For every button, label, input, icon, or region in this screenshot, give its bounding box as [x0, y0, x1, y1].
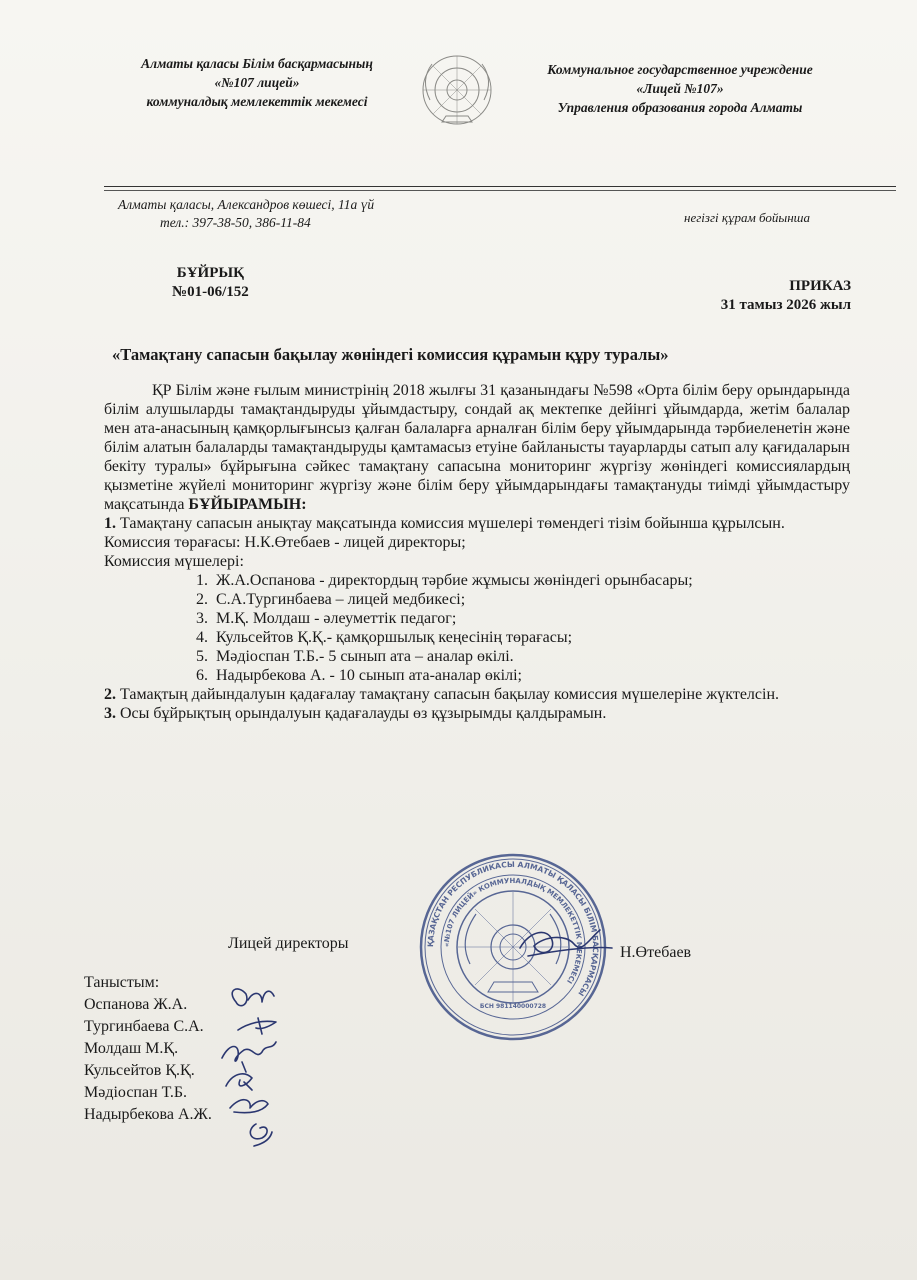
- signature-ospanova: [232, 989, 274, 1006]
- state-emblem-icon: [412, 50, 502, 130]
- stamp-bin: БСН 981140000728: [479, 1003, 547, 1010]
- signature-madiospan: [230, 1100, 268, 1113]
- order-label-kz: БҰЙРЫҚ: [176, 265, 244, 281]
- members-list: [104, 571, 850, 685]
- address-line: Алматы қаласы, Александров көшесі, 11а үй: [118, 197, 375, 212]
- signatory-title: Лицей директоры: [228, 935, 349, 952]
- header-divider: [104, 186, 896, 187]
- header-right-line3: Управления образования города Алматы: [557, 100, 803, 115]
- stamp-outer-text: ҚАЗАҚСТАН РЕСПУБЛИКАСЫ АЛМАТЫ ҚАЛАСЫ БІЛІМ БАСҚАРМАСЫ: [425, 859, 601, 998]
- item-1-number: 1.: [104, 515, 116, 532]
- member-number: 3.: [196, 610, 208, 627]
- acknowledged-name: Молдаш М.Қ.: [84, 1040, 179, 1057]
- member-number: 4.: [196, 629, 208, 646]
- document-title: «Тамақтану сапасын бақылау жөніндегі комиссия құрамын құру туралы»: [112, 345, 669, 364]
- order-date: 31 тамыз 2026 жыл: [720, 297, 851, 313]
- member-number: 1.: [196, 572, 208, 589]
- order-label-ru: ПРИКАЗ: [789, 278, 851, 294]
- item-2-number: 2.: [104, 686, 116, 703]
- item-2: [104, 685, 850, 704]
- list-item: [104, 609, 850, 628]
- header-right-line2: «Лицей №107»: [636, 81, 724, 96]
- commission-chair: Комиссия төрағасы: Н.К.Өтебаев - лицей директоры;: [104, 534, 466, 551]
- preamble-text: ҚР Білім және ғылым министрінің 2018 жылғы 31 қазанындағы №598 «Орта білім беру орындарында білім алушыларды тамақтандыруды ұйымдастыру, сондай ақ мектепке дейінгі ұйымдарда, жетім балалар мен ата-анасының қамқорлығынсыз қалған балаларға арналған білім беру ұйымдарында тәрбиеленетін және білім алатын балаларды тамақтандыруды қамтамасыз етуіне байланысты тауарларды сатып алу қағидаларын бекіту туралы» бұйрығына сәйкес тамақтану сапасына мониторинг жүргізу жөніндегі комиссиялардың қызметіне жүйелі мониторинг жүргізу және білім беру ұйымдарындағы тамақтануды тиімді ұйымдастыру мақсатында: [104, 382, 850, 513]
- header-divider-thin: [104, 190, 896, 191]
- acknowledged-name: Кульсейтов Қ.Қ.: [84, 1062, 195, 1079]
- item-3: [104, 704, 850, 723]
- order-number: №01-06/152: [172, 284, 249, 300]
- item-3-number: 3.: [104, 705, 116, 722]
- order-heading-kz: [172, 264, 249, 302]
- acknowledged-name: Оспанова Ж.А.: [84, 996, 188, 1013]
- signatory-name: Н.Өтебаев: [620, 944, 692, 961]
- item-1-text: Тамақтану сапасын анықтау мақсатында комиссия мүшелері төмендегі тізім бойынша құрылсын.: [120, 515, 785, 532]
- acknowledged-name: Надырбекова А.Ж.: [84, 1106, 212, 1123]
- member-text: Кульсейтов Қ.Қ.- қамқоршылық кеңесінің төрағасы;: [216, 629, 573, 646]
- list-item: [104, 628, 850, 647]
- members-label: Комиссия мүшелері:: [104, 553, 244, 570]
- member-text: Ж.А.Оспанова - директордың тәрбие жұмысы жөніндегі орынбасары;: [216, 572, 693, 589]
- header-left-kazakh: [112, 54, 402, 111]
- phone-line: тел.: 397-38-50, 386-11-84: [160, 215, 311, 230]
- header-right-russian: [510, 60, 850, 117]
- official-stamp-icon: [418, 852, 608, 1042]
- member-text: Надырбекова А. - 10 сынып ата-аналар өкілі;: [216, 667, 522, 684]
- order-heading-ru: [721, 277, 851, 315]
- item-1: [104, 514, 850, 533]
- order-word: БҰЙЫРАМЫН:: [188, 496, 307, 513]
- item-3-text: Осы бұйрықтың орындалуын қадағалауды өз құзырымды қалдырамын.: [120, 705, 607, 722]
- header-right-line1: Коммунальное государственное учреждение: [547, 62, 813, 77]
- member-number: 5.: [196, 648, 208, 665]
- header-left-line2: «№107 лицей»: [214, 75, 300, 90]
- member-number: 2.: [196, 591, 208, 608]
- member-text: Мәдіоспан Т.Б.- 5 сынып ата – аналар өкілі.: [216, 648, 514, 665]
- member-text: С.А.Тургинбаева – лицей медбикесі;: [216, 591, 466, 608]
- acknowledgement-block: [84, 972, 212, 1126]
- item-2-text: Тамақтың дайындалуын қадағалау тамақтану сапасын бақылау комиссия мүшелеріне жүктелсін.: [120, 686, 780, 703]
- preamble-paragraph: [104, 381, 850, 514]
- signature-turginbaeva: [238, 1018, 276, 1034]
- member-text: М.Қ. Молдаш - әлеуметтік педагог;: [216, 610, 457, 627]
- address-block: [118, 196, 374, 232]
- stamp-inner-text: «№107 ЛИЦЕЙ» КОММУНАЛДЫҚ МЕМЛЕКЕТТІК МЕКЕМЕСІ: [442, 876, 584, 985]
- signature-kulseitov: [226, 1074, 252, 1090]
- basis-note: негізгі құрам бойынша: [684, 210, 810, 225]
- acknowledged-name: Мәдіоспан Т.Б.: [84, 1084, 187, 1101]
- signature-moldash: [222, 1042, 276, 1072]
- acknowledgement-label: Таныстым:: [84, 974, 160, 991]
- list-item: [104, 590, 850, 609]
- list-item: [104, 647, 850, 666]
- header-left-line1: Алматы қаласы Білім басқармасының: [141, 56, 373, 71]
- acknowledged-name: Тургинбаева С.А.: [84, 1018, 204, 1035]
- member-number: 6.: [196, 667, 208, 684]
- header-left-line3: коммуналдық мемлекеттік мекемесі: [146, 94, 368, 109]
- list-item: [104, 666, 850, 685]
- list-item: [104, 571, 850, 590]
- signature-nadyrbekova: [250, 1124, 272, 1146]
- document-body: [104, 381, 850, 723]
